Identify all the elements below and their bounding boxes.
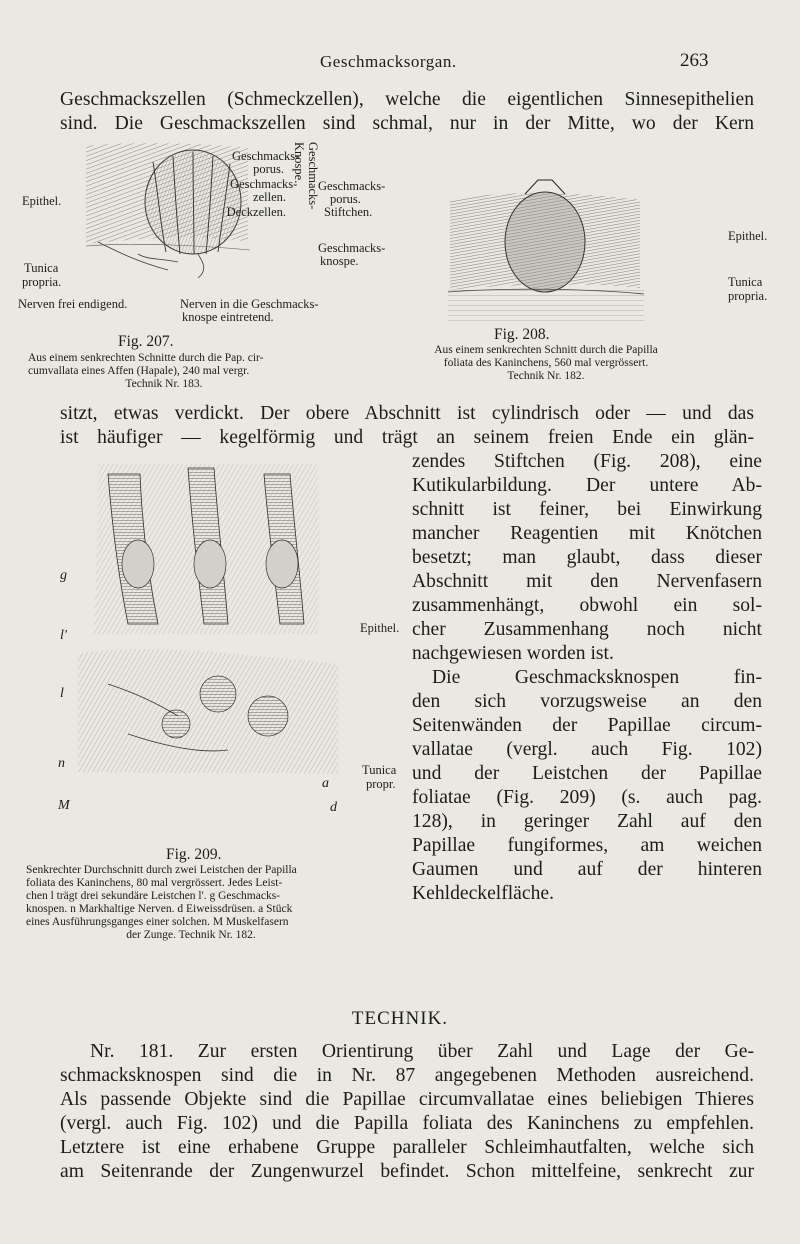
right-column-text: [412, 450, 762, 906]
text-line: besetzt; man glaubt, dass dieser: [412, 547, 762, 568]
fig209-caption-line: Senkrechter Durchschnitt durch zwei Leistchen der Papilla: [26, 864, 297, 876]
text-line: Kehldeckelfläche.: [412, 883, 554, 904]
fig208-tunica-label: Tunica: [728, 275, 763, 289]
fig208-stift-label: Stiftchen.: [324, 205, 373, 219]
fig209-caption-line: eines Ausführungsganges einer solchen. M Muskelfasern: [26, 916, 289, 928]
fig209-caption-line: foliata des Kaninchens, 80 mal vergrössert. Jedes Leist-: [26, 877, 283, 889]
fig208-porus-label-1: Geschmacks-: [318, 179, 386, 193]
fig209-epithel-label: Epithel.: [360, 621, 400, 635]
technik-line: Als passende Objekte sind die Papillae circumvallatae eines beliebigen Thieres: [60, 1089, 754, 1110]
fig209-propr-label: propr.: [366, 777, 396, 791]
fig209-a-label: a: [322, 776, 329, 791]
fig207-knospe-vertical-label: Knospe.: [292, 142, 306, 184]
text-line: mancher Reagentien mit Knötchen: [412, 523, 762, 544]
technik-text: [60, 1040, 754, 1184]
technik-line: schmacksknospen sind die in Nr. 87 angegebenen Methoden ausreichend.: [60, 1065, 754, 1086]
text-line: 128), in geringer Zahl auf den: [412, 811, 762, 832]
fig207-nerven-in-label-2: knospe eintretend.: [182, 310, 274, 324]
fig209-l-prime-label: l': [60, 628, 67, 643]
fig209-caption-line: knospen. n Markhaltige Nerven. d Eiweissdrüsen. a Stück: [26, 903, 293, 915]
page-number: 263: [680, 50, 709, 71]
text-line: Gaumen und auf der hinteren: [412, 859, 762, 880]
fig209-d-label: d: [330, 800, 337, 815]
fig207-zellen-label: Geschmacks- zellen.: [230, 177, 298, 204]
fig207-propria-label: propria.: [22, 275, 62, 289]
fig209-g-label: g: [60, 568, 67, 583]
fig207-caption: [28, 352, 300, 391]
fig207-caption-line: Aus einem senkrechten Schnitte durch die Pap. cir-: [28, 352, 264, 364]
fig208-propria-label: propria.: [728, 289, 768, 303]
technik-heading: TECHNIK.: [351, 1008, 449, 1029]
fig207-porus-label: Geschmacks- porus.: [232, 149, 300, 176]
text-line: Die Geschmacksknospen fin-: [432, 667, 762, 688]
fig209-illustration: [68, 454, 358, 784]
fig209-M-label: M: [58, 798, 70, 813]
fig209-tunica-label: Tunica: [362, 763, 397, 777]
text-line: Kutikularbildung. Der untere Ab-: [412, 475, 762, 496]
fig207-deck-label: Deckzellen.: [226, 205, 286, 219]
fig208-caption-line: Aus einem senkrechten Schnitt durch die Papilla: [434, 344, 658, 356]
fig208-caption-line: foliata des Kaninchens, 560 mal vergrössert.: [443, 357, 649, 369]
technik-line: am Seitenrande der Zungenwurzel befindet. Schon mittelfeine, senkrecht zur: [60, 1161, 754, 1182]
fig207-nerven-in-label-1: Nerven in die Geschmacks-: [180, 297, 319, 311]
technik-line: (vergl. auch Fig. 102) und die Papilla foliata des Kaninchens zu empfehlen.: [60, 1113, 754, 1134]
para-line-1: sitzt, etwas verdickt. Der obere Abschnitt ist cylindrisch oder — und das: [60, 403, 754, 424]
text-line: und der Leistchen der Papillae: [412, 763, 762, 784]
fig209-number: Fig. 209.: [166, 846, 222, 863]
fig208-porus-label-2: porus.: [330, 192, 361, 206]
fig207-caption-line: cumvallata eines Affen (Hapale), 240 mal vergr.: [28, 365, 250, 377]
fig209-l-label: l: [60, 686, 64, 701]
text-line: den sich vorzugsweise an den: [412, 691, 762, 712]
text-line: foliatae (Fig. 209) (s. auch pag.: [412, 787, 762, 808]
text-line: zendes Stiftchen (Fig. 208), eine: [412, 451, 762, 472]
intro-line-1: Geschmackszellen (Schmeckzellen), welche die eigentlichen Sinnesepithelien: [60, 89, 754, 110]
fig207-nerven-frei-label: Nerven frei endigend.: [18, 297, 128, 311]
intro-line-2: sind. Die Geschmackszellen sind schmal, nur in der Mitte, wo der Kern: [60, 113, 754, 134]
para-line-2: ist häufiger — kegelförmig und trägt an seinem freien Ende ein glän-: [60, 427, 754, 448]
fig208-caption: [326, 344, 766, 383]
running-title: Geschmacksorgan.: [320, 52, 457, 71]
fig208-knospe-label-1: Geschmacks-: [318, 241, 386, 255]
fig207-caption-line: Technik Nr. 183.: [125, 378, 203, 390]
fig209-caption: [26, 864, 356, 942]
fig209-caption-line: chen l trägt drei sekundäre Leistchen l'. g Geschmacks-: [26, 890, 281, 902]
text-line: nachgewiesen worden ist.: [412, 643, 614, 664]
fig209-caption-line: der Zunge. Technik Nr. 182.: [126, 929, 256, 941]
technik-line: Nr. 181. Zur ersten Orientirung über Zahl und Lage der Ge-: [90, 1041, 754, 1062]
text-line: vallatae (vergl. auch Fig. 102): [412, 739, 762, 760]
fig207-epithel-label: Epithel.: [22, 194, 62, 208]
fig208-number: Fig. 208.: [494, 326, 550, 343]
fig208-caption-line: Technik Nr. 182.: [507, 370, 585, 382]
fig207-tunica-label: Tunica: [24, 261, 59, 275]
fig208-knospe-label-2: knospe.: [320, 254, 359, 268]
text-line: Papillae fungiformes, am weichen: [412, 835, 762, 856]
text-line: zusammenhängt, obwohl ein sol-: [412, 595, 762, 616]
fig207-geschm-vertical-label: Geschmacks-: [306, 142, 320, 210]
text-line: Seitenwänden der Papillae circum-: [412, 715, 762, 736]
text-line: Abschnitt mit den Nervenfasern: [412, 571, 762, 592]
text-line: cher Zusammenhang noch nicht: [412, 619, 762, 640]
text-line: schnitt ist feiner, bei Einwirkung: [412, 499, 762, 520]
fig207-number: Fig. 207.: [118, 333, 174, 350]
technik-line: Letztere ist eine erhabene Gruppe paralleler Schleimhautfalten, welche sich: [60, 1137, 754, 1158]
fig208-epithel-label: Epithel.: [728, 229, 768, 243]
fig208-illustration: [440, 170, 650, 330]
fig209-n-label: n: [58, 756, 65, 771]
